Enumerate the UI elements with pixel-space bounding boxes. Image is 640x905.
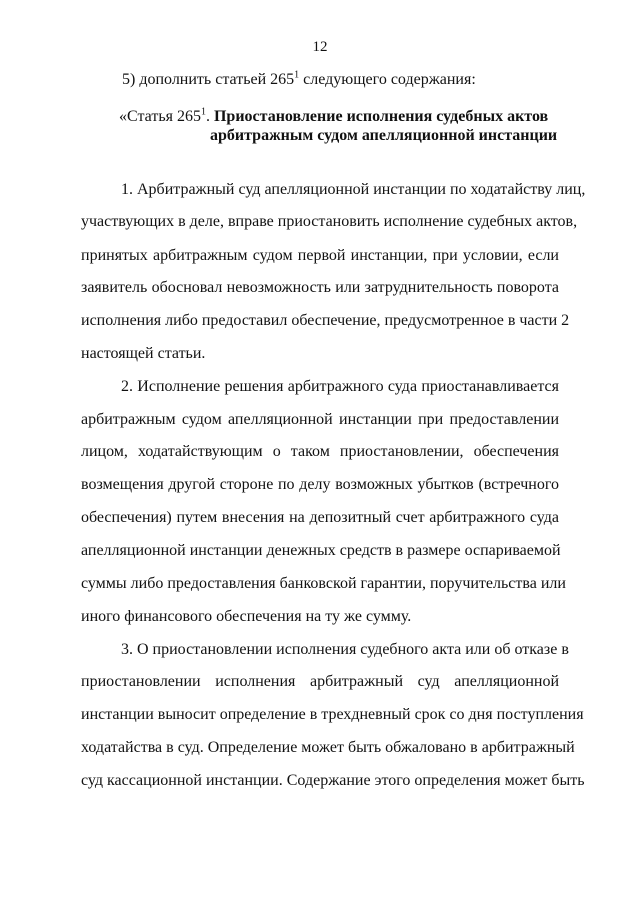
article-title-line-2: арбитражным судом апелляционной инстанции: [210, 127, 558, 144]
paragraph-1-line-5: исполнения либо предоставил обеспечение, предусмотренное в части 2: [81, 312, 570, 329]
paragraph-1-line-2: участвующих в деле, вправе приостановить исполнение судебных актов,: [81, 213, 578, 230]
article-separator: .: [205, 108, 214, 125]
paragraph-3-line-3: инстанции выносит определение в трехдневный срок со дня поступления: [81, 706, 584, 723]
paragraph-2-line-3: лицом, ходатайствующим о таком приостановлении, обеспечения: [81, 443, 559, 460]
article-title-line-1: Приостановление исполнения судебных актов: [213, 108, 549, 125]
paragraph-1-line-6: настоящей статьи.: [81, 345, 206, 362]
paragraph-1-line-1: 1. Арбитражный суд апелляционной инстанции по ходатайству лиц,: [121, 181, 586, 198]
paragraph-2-line-2: арбитражным судом апелляционной инстанции при предоставлении: [81, 411, 559, 428]
paragraph-2-line-8: иного финансового обеспечения на ту же сумму.: [81, 608, 412, 625]
paragraph-3-line-4: ходатайства в суд. Определение может быть обжаловано в арбитражный: [81, 739, 575, 756]
article-heading: [119, 107, 557, 145]
paragraph-2-line-4: возмещения другой стороне по делу возможных убытков (встречного: [81, 476, 559, 493]
amendment-intro-superscript: 1: [294, 69, 300, 81]
paragraph-3-line-1: 3. О приостановлении исполнения судебного акта или об отказе в: [121, 641, 569, 658]
paragraph-3-line-2: приостановлении исполнения арбитражный суд апелляционной: [81, 673, 559, 690]
paragraph-3-line-5: суд кассационной инстанции. Содержание этого определения может быть: [81, 772, 585, 789]
article-superscript: 1: [200, 106, 206, 118]
paragraph-2-line-1: 2. Исполнение решения арбитражного суда приостанавливается: [121, 378, 559, 395]
paragraph-2-line-6: апелляционной инстанции денежных средств в размере оспариваемой: [81, 542, 561, 559]
paragraph-2-line-5: обеспечения) путем внесения на депозитный счет арбитражного суда: [81, 509, 559, 526]
amendment-intro: [122, 70, 476, 90]
paragraph-2-line-7: суммы либо предоставления банковской гарантии, поручительства или: [81, 575, 566, 592]
paragraph-1-line-3: принятых арбитражным судом первой инстанции, при условии, если: [81, 247, 559, 264]
amendment-intro-prefix: 5) дополнить статьей 265: [122, 71, 295, 88]
amendment-intro-suffix: следующего содержания:: [299, 71, 476, 88]
paragraph-1-line-4: заявитель обосновал невозможность или затруднительность поворота: [81, 279, 559, 296]
article-prefix: «Статья 265: [119, 108, 201, 125]
page-number: 12: [312, 39, 328, 55]
